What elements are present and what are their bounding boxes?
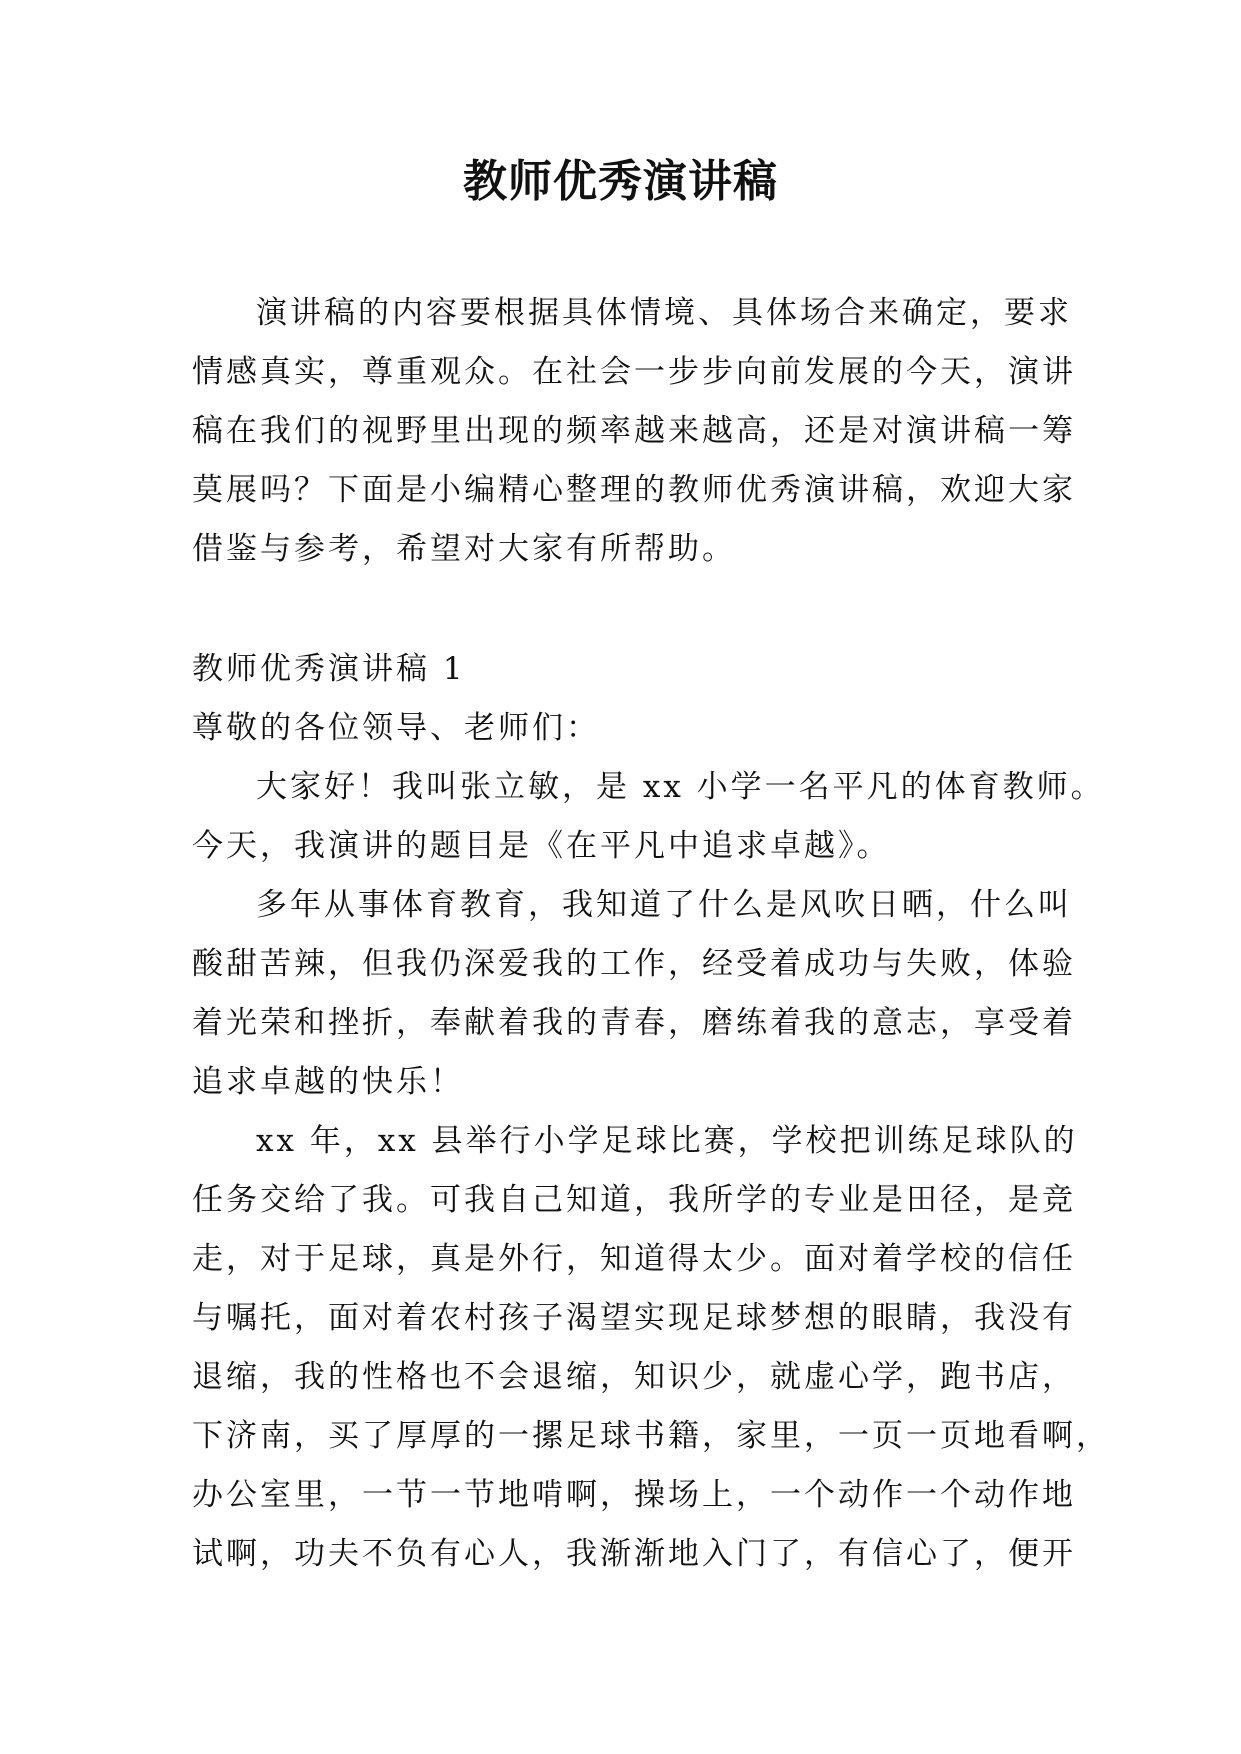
paragraph-line: 酸甜苦辣，但我仍深爱我的工作，经受着成功与失败，体验 <box>192 946 1076 982</box>
document-title: 教师优秀演讲稿 <box>463 156 778 207</box>
paragraph-line: 大家好！我叫张立敏，是 xx 小学一名平凡的体育教师。 <box>256 769 1105 805</box>
paragraph-line: 办公室里，一节一节地啃啊，操场上，一个动作一个动作地 <box>192 1477 1076 1513</box>
section-heading: 教师优秀演讲稿 1 <box>192 651 466 687</box>
paragraph-line: 追求卓越的快乐！ <box>192 1064 464 1100</box>
paragraph-line: xx 年，xx 县举行小学足球比赛，学校把训练足球队的 <box>256 1123 1078 1159</box>
salutation: 尊敬的各位领导、老师们： <box>192 710 600 746</box>
intro-line: 稿在我们的视野里出现的频率越来越高，还是对演讲稿一筹 <box>192 413 1076 449</box>
intro-line: 莫展吗？下面是小编精心整理的教师优秀演讲稿，欢迎大家 <box>192 472 1076 508</box>
paragraph-line: 试啊，功夫不负有心人，我渐渐地入门了，有信心了，便开 <box>192 1536 1076 1572</box>
paragraph-line: 退缩，我的性格也不会退缩，知识少，就虚心学，跑书店， <box>192 1359 1076 1395</box>
paragraph-line: 下济南，买了厚厚的一摞足球书籍，家里，一页一页地看啊， <box>192 1418 1110 1454</box>
paragraph-line: 今天，我演讲的题目是《在平凡中追求卓越》。 <box>192 828 891 864</box>
paragraph-line: 任务交给了我。可我自己知道，我所学的专业是田径，是竞 <box>192 1182 1076 1218</box>
intro-line: 演讲稿的内容要根据具体情境、具体场合来确定，要求 <box>256 295 1072 331</box>
intro-line: 借鉴与参考，希望对大家有所帮助。 <box>192 531 736 567</box>
intro-paragraph <box>192 284 1076 579</box>
speech-section <box>192 640 1110 1584</box>
paragraph-line: 着光荣和挫折，奉献着我的青春，磨练着我的意志，享受着 <box>192 1005 1076 1041</box>
intro-line: 情感真实，尊重观众。在社会一步步向前发展的今天，演讲 <box>192 354 1076 390</box>
paragraph-line: 走，对于足球，真是外行，知道得太少。面对着学校的信任 <box>192 1241 1076 1277</box>
paragraph-line: 与嘱托，面对着农村孩子渴望实现足球梦想的眼睛，我没有 <box>192 1300 1076 1336</box>
paragraph-line: 多年从事体育教育，我知道了什么是风吹日晒，什么叫 <box>256 887 1072 923</box>
